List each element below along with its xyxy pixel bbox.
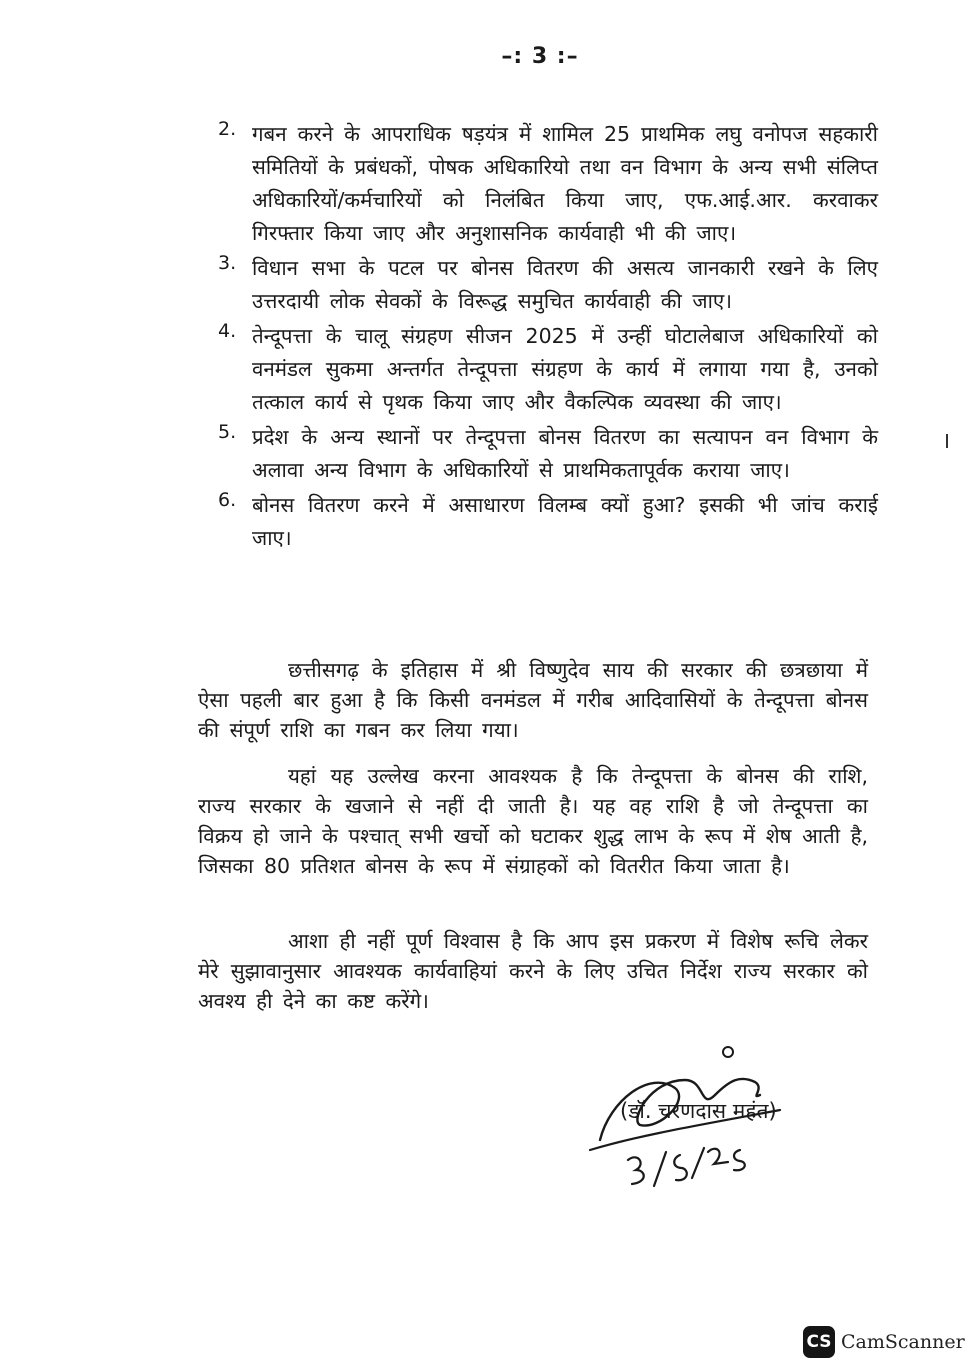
list-item (218, 421, 878, 487)
list-item (218, 489, 878, 555)
item-number: 6. (218, 489, 237, 511)
scan-mark (946, 434, 948, 448)
item-number: 3. (218, 252, 237, 274)
item-number: 4. (218, 320, 237, 342)
item-text: गबन करने के आपराधिक षड़यंत्र में शामिल 25 प्राथमिक लघु वनोपज सहकारी समितियों के प्रबंधकों, पोषक अधिकारियो तथा वन विभाग के अन्य सभी संलिप्त अधिकारियों/कर्मचारियों को निलंबित किया जाए, एफ.आई.आर. करवाकर गिरफ्तार किया जाए और अनुशासनिक कार्यवाही भी की जाए। (252, 122, 878, 245)
camscanner-watermark (803, 1324, 965, 1360)
demand-list (218, 118, 878, 557)
camscanner-text: CamScanner (841, 1331, 965, 1353)
list-item (218, 320, 878, 419)
paragraph-closing: आशा ही नहीं पूर्ण विश्वास है कि आप इस प्रकरण में विशेष रूचि लेकर मेरे सुझावानुसार आवश्यक कार्यवाहियां करने के लिए उचित निर्देश राज्य सरकार को अवश्य ही देने का कष्ट करेंगे। (198, 929, 868, 1013)
signatory-name: (डॉ. चरणदास महंत) (620, 1099, 777, 1123)
item-text: प्रदेश के अन्य स्थानों पर तेन्दूपत्ता बोनस वितरण का सत्यापन वन विभाग के अलावा अन्य विभाग के अधिकारियों से प्राथमिकतापूर्वक कराया जाए। (252, 425, 878, 482)
paragraph-history: छत्तीसगढ़ के इतिहास में श्री विष्णुदेव साय की सरकार की छत्रछाया में ऐसा पहली बार हुआ है कि किसी वनमंडल में गरीब आदिवासियों के तेन्दूपत्ता बोनस की संपूर्ण राशि का गबन कर लिया गया। (198, 658, 868, 742)
item-number: 5. (218, 421, 237, 443)
item-number: 2. (218, 118, 237, 140)
list-item (218, 118, 878, 250)
page-number: –: 3 :– (501, 44, 579, 69)
paragraph-bonus-source: यहां यह उल्लेख करना आवश्यक है कि तेन्दूपत्ता के बोनस की राशि, राज्य सरकार के खजाने से नहीं दी जाती है। यह वह राशि है जो तेन्दूपत्ता का विक्रय हो जाने के पश्चात् सभी खर्चो को घटाकर शुद्ध लाभ के रूप में शेष आती है, जिसका 80 प्रतिशत बोनस के रूप में संग्राहकों को वितरीत किया जाता है। (198, 764, 868, 878)
camscanner-logo-icon: CS (803, 1326, 835, 1358)
item-text: बोनस वितरण करने में असाधारण विलम्ब क्यों हुआ? इसकी भी जांच कराई जाए। (252, 493, 878, 550)
list-item (218, 252, 878, 318)
item-text: तेन्दूपत्ता के चालू संग्रहण सीजन 2025 में उन्हीं घोटालेबाज अधिकारियों को वनमंडल सुकमा अन्तर्गत तेन्दूपत्ता संग्रहण के कार्य में लगाया गया है, उनको तत्काल कार्य से पृथक किया जाए और वैकल्पिक व्यवस्था की जाए। (252, 324, 878, 414)
item-text: विधान सभा के पटल पर बोनस वितरण की असत्य जानकारी रखने के लिए उत्तरदायी लोक सेवकों के विरूद्ध समुचित कार्यवाही की जाए। (252, 256, 878, 313)
